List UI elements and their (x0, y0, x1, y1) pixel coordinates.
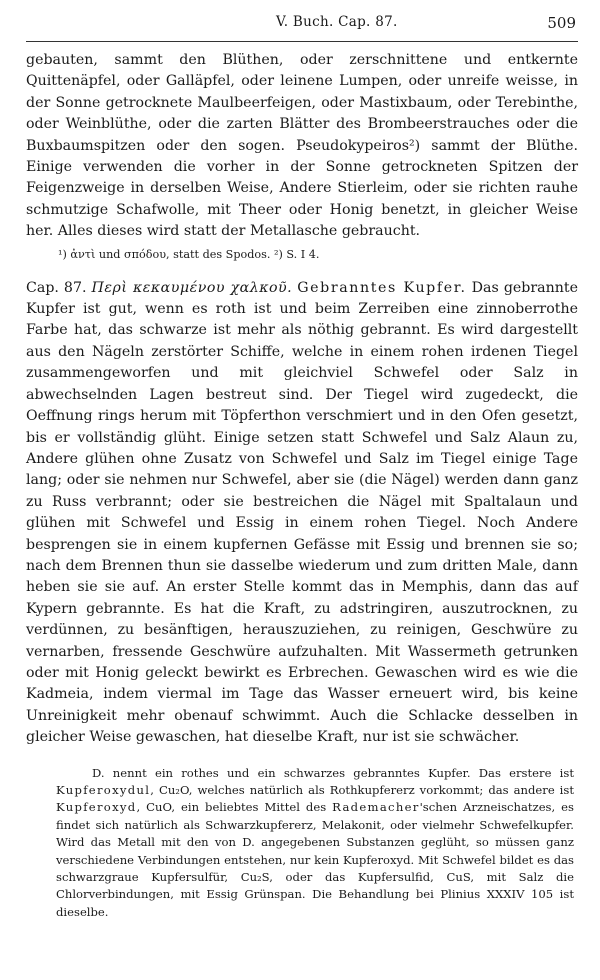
commentary-term-rademacher: Rademacher (332, 800, 420, 815)
header-rule (26, 41, 578, 42)
running-title: V. Buch. Cap. 87. (276, 14, 398, 30)
commentary-term-kupferoxyd: Kupferoxyd (56, 800, 137, 815)
chapter-87 (26, 278, 578, 749)
page-number: 509 (547, 14, 576, 32)
commentary-term-kupferoxydul: Kupferoxydul (56, 783, 151, 797)
footnotes: ¹) ἀντὶ und σπόδου, statt des Spodos. ²) S. I 4. (58, 247, 320, 261)
chapter-text: Das gebrannte Kupfer ist gut, wenn es roth ist und beim Zerreiben eine zinnoberrothe Farbe hat, das schwarze ist mehr als nöthig gebrannt. Es wird dargestellt aus den Nägeln zerstörter Schiffe, welche in einem rohen irdenen Tiegel zusammengeworfen und mit gleichviel Schwefel oder Salz in abwechselnden Lagen bestreut sind. Der Tiegel wird zugedeckt, die Oeffnung rings herum mit Töpferthon verschmiert und in den Ofen gesetzt, bis er vollständig glüht. Einige setzen statt Schwefel und Salz Alaun zu, Andere glühen ohne Zusatz von Schwefel und Salz im Tiegel einige Tage lang; oder sie nehmen nur Schwefel, aber sie (die Nägel) werden dann ganz zu Russ verbrannt; oder sie bestreichen die Nägel mit Spaltalaun und glühen mit Schwefel und Essig in einem rohen Tiegel. Noch Andere besprengen sie in einem kupfernen Gefässe mit Essig und brennen sie so; nach dem Brennen thun sie dasselbe wiederum und zum dritten Male, dann heben sie sie auf. An erster Stelle kommt das in Memphis, dann das auf Kypern gebrannte. Es hat die Kraft, zu adstringiren, auszutrocknen, zu verdünnen, zu besänftigen, herauszuziehen, zu reinigen, Geschwüre zu vernarben, fressende Geschwüre aufzuhalten. Mit Wassermeth getrunken oder mit Honig geleckt bewirkt es Erbrechen. Gewaschen wird es wie die Kadmeia, indem viermal im Tage das Wasser erneuert wird, bis keine Unreinigkeit mehr obenauf schwimmt. Auch die Schlacke desselben in gleicher Weise gewaschen, hat dieselbe Kraft, nur ist sie schwächer. (26, 279, 578, 746)
commentary-part-1: D. nennt ein rothes und ein schwarzes gebranntes Kupfer. Das erstere ist (92, 765, 574, 780)
chapter-label: Cap. 87. (26, 279, 87, 296)
chapter-german-title: Gebranntes Kupfer. (297, 279, 467, 296)
paragraph-continuation: gebauten, sammt den Blüthen, oder zerschnittene und entkernte Quittenäpfel, oder Galläpfel, oder leinene Lumpen, oder unreife weisse, in der Sonne getrocknete Maulbeerfeigen, oder Mastixbaum, oder Terebinthe, oder Weinblüthe, oder die zarten Blätter des Brombeerstrauches oder die Buxbaumspitzen oder den sogen. Pseudokypeiros²) sammt der Blüthe. Einige verwenden die vorher in der Sonne getrockneten Spitzen der Feigenzweige in derselben Weise, Andere Stierleim, oder sie richten rauhe schmutzige Schafwolle, mit Theer oder Honig benetzt, in gleicher Weise her. Alles dieses wird statt der Metallasche gebraucht. (26, 52, 578, 240)
commentary-note (56, 765, 574, 922)
page-header (26, 0, 578, 34)
commentary-part-3: , CuO, ein beliebtes Mittel des (136, 800, 327, 815)
commentary-part-4: 'schen Arzneischatzes, es findet sich natürlich als Schwarzkupfererz, Melakonit, oder vielmehr Schwefelkupfer. Wird das Metall mit den von D. angegebenen Substanzen geglüht, so müssen ganz verschiedene Verbindungen entstehen, nur kein Kupferoxyd. Mit Schwefel bildet es das schwarzgraue Kupfersulfür, Cu₂S, oder das Kupfersulfid, CuS, mit Salz die Chlorverbindungen, mit Essig Grünspan. Die Behandlung bei Plinius XXXIV 105 ist dieselbe. (56, 800, 574, 919)
chapter-greek-title: Περὶ κεκαυμένου χαλκοῦ. (91, 279, 293, 296)
commentary-part-2: , Cu₂O, welches natürlich als Rothkupfererz vorkommt; das andere ist (150, 783, 574, 797)
